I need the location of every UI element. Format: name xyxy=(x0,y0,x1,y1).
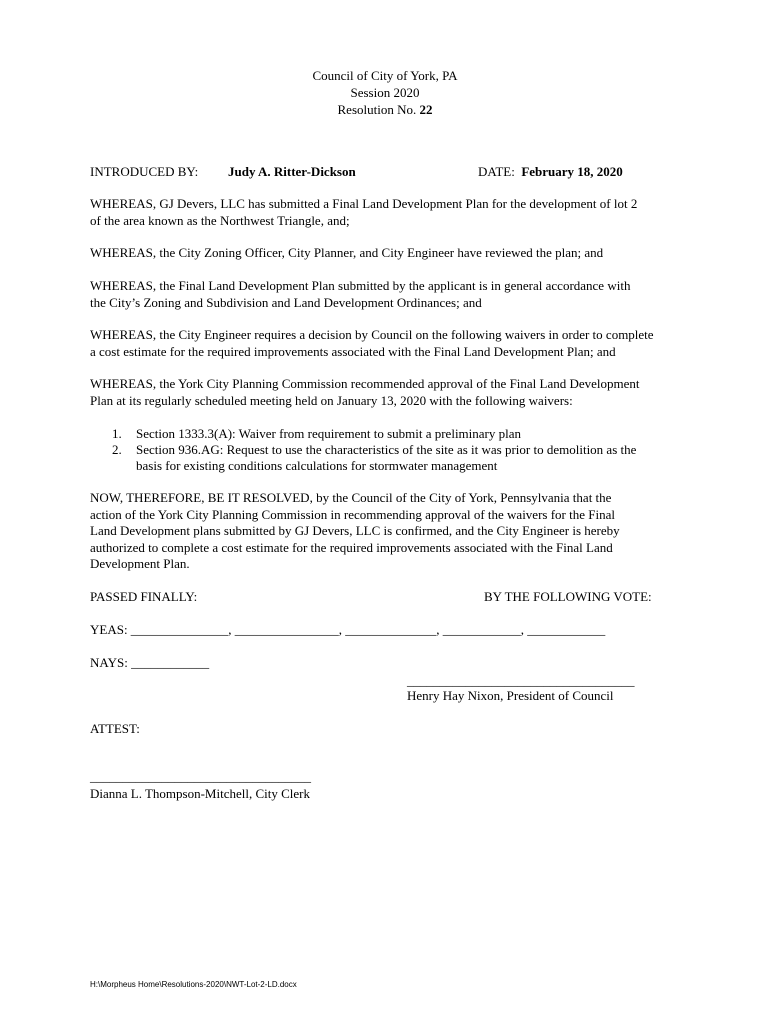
passed-finally-label: PASSED FINALLY: xyxy=(90,589,198,604)
clause-line: WHEREAS, GJ Devers, LLC has submitted a Final Land Development Plan for the development of lot 2 xyxy=(90,196,638,211)
clause-line: WHEREAS, the City Engineer requires a decision by Council on the following waivers in order to complete xyxy=(90,327,654,342)
clause-line: WHEREAS, the City Zoning Officer, City Planner, and City Engineer have reviewed the plan; and xyxy=(90,245,604,260)
clerk-name: Dianna L. Thompson-Mitchell, City Clerk xyxy=(90,786,311,801)
whereas-clause xyxy=(90,196,690,229)
introducer-name: Judy A. Ritter-Dickson xyxy=(228,164,356,179)
clerk-signature-line: __________________________________ xyxy=(90,769,311,784)
clause-line: NOW, THEREFORE, BE IT RESOLVED, by the Council of the City of York, Pennsylvania that the xyxy=(90,490,612,505)
yeas-line: YEAS: _______________, ________________, ______________, ____________, ____________ xyxy=(90,622,606,637)
president-signature-line: ___________________________________ xyxy=(407,673,635,688)
waiver-text: Section 936.AG: Request to use the characteristics of the site as it was prior to demolition as the xyxy=(136,442,637,457)
date-line xyxy=(478,164,623,181)
date-label: DATE: xyxy=(478,164,515,179)
attest-label: ATTEST: xyxy=(90,721,140,736)
whereas-clause xyxy=(90,245,690,262)
following-vote-label: BY THE FOLLOWING VOTE: xyxy=(484,589,652,604)
resolution-date: February 18, 2020 xyxy=(521,164,623,179)
whereas-clause xyxy=(90,376,690,409)
nays-line: NAYS: ____________ xyxy=(90,655,210,670)
whereas-clause xyxy=(90,327,690,360)
clause-line: authorized to complete a cost estimate for the required improvements associated with the Final Land xyxy=(90,539,613,555)
clause-line: action of the York City Planning Commission in recommending approval of the waivers for the Final xyxy=(90,506,615,522)
resolved-clause xyxy=(90,490,690,573)
resolution-label: Resolution No. xyxy=(337,102,417,117)
file-path-footer: H:\Morpheus Home\Resolutions-2020\NWT-Lot-2-LD.docx xyxy=(90,980,297,989)
clause-line: of the area known as the Northwest Triangle, and; xyxy=(90,212,350,228)
clause-line: WHEREAS, the York City Planning Commission recommended approval of the Final Land Development xyxy=(90,376,640,391)
clause-line: Land Development plans submitted by GJ Devers, LLC is confirmed, and the City Engineer is hereby xyxy=(90,523,620,538)
resolution-number-line xyxy=(0,101,770,118)
clause-line: WHEREAS, the Final Land Development Plan submitted by the applicant is in general accordance with xyxy=(90,278,631,293)
waiver-text: Section 1333.3(A): Waiver from requirement to submit a preliminary plan xyxy=(136,426,522,441)
clause-line: Development Plan. xyxy=(90,556,190,571)
council-name: Council of City of York, PA xyxy=(312,68,458,83)
resolution-heading xyxy=(0,67,770,118)
president-name: Henry Hay Nixon, President of Council xyxy=(407,688,614,703)
clause-line: the City’s Zoning and Subdivision and Land Development Ordinances; and xyxy=(90,294,482,310)
introduced-by-label: INTRODUCED BY: xyxy=(90,164,199,179)
whereas-clause xyxy=(90,278,690,311)
resolution-number: 22 xyxy=(419,102,433,117)
session-year: Session 2020 xyxy=(350,85,420,100)
waiver-number: 1. xyxy=(112,426,122,441)
clause-line: Plan at its regularly scheduled meeting held on January 13, 2020 with the following waivers: xyxy=(90,392,573,408)
waiver-number: 2. xyxy=(112,442,122,457)
waiver-text: basis for existing conditions calculations for stormwater management xyxy=(136,458,498,473)
clause-line: a cost estimate for the required improvements associated with the Final Land Development Plan; and xyxy=(90,343,616,359)
